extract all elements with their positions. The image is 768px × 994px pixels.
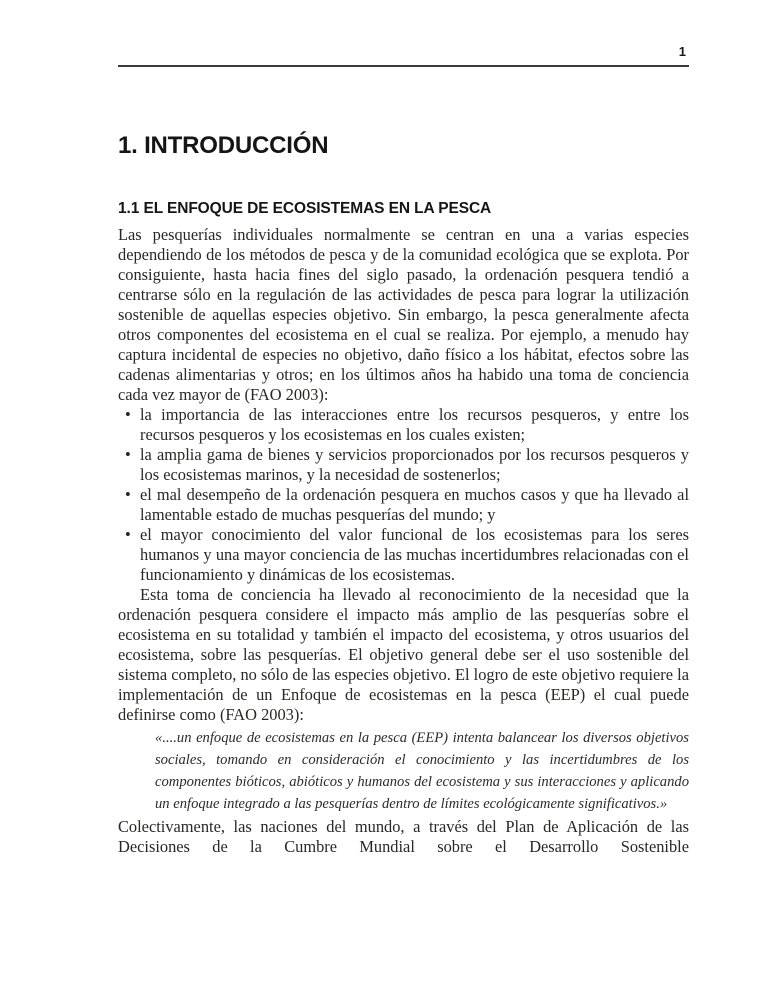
page-number: 1	[678, 44, 686, 59]
body-text-block	[118, 200, 689, 857]
paragraph-awareness: Esta toma de conciencia ha llevado al reconocimiento de la necesidad que la ordenación pesquera considere el impacto más amplio de las pesquerías sobre el ecosistema en su totalidad y también el impacto del ecosistema, y otros usuarios del ecosistema, sobre las pesquerías. El objetivo general debe ser el uso sostenible del sistema completo, no sólo de las especies objetivo. El logro de este objetivo requiere la implementación de un Enfoque de ecosistemas en la pesca (EEP) el cual puede definirse como (FAO 2003):	[118, 585, 689, 724]
chapter-title: 1. INTRODUCCIÓN	[118, 132, 329, 159]
list-item: • la amplia gama de bienes y servicios proporcionados por los recursos pesqueros y los ecosistemas marinos, y la necesidad de sostenerlos;	[118, 445, 689, 485]
bullet-list	[118, 405, 689, 585]
section-heading: 1.1 EL ENFOQUE DE ECOSISTEMAS EN LA PESCA	[118, 200, 492, 217]
paragraph-collective: Colectivamente, las naciones del mundo, a través del Plan de Aplicación de las Decisiones de la Cumbre Mundial sobre el Desarrollo Sostenible	[118, 817, 689, 856]
list-item: • la importancia de las interacciones entre los recursos pesqueros, y entre los recursos pesqueros y los ecosistemas en los cuales existen;	[118, 405, 689, 445]
list-item: • el mal desempeño de la ordenación pesquera en muchos casos y que ha llevado al lamentable estado de muchas pesquerías del mundo; y	[118, 485, 689, 525]
list-item: • el mayor conocimiento del valor funcional de los ecosistemas para los seres humanos y una mayor conciencia de las muchas incertidumbres relacionadas con el funcionamiento y dinámicas de los ecosistemas.	[118, 525, 689, 585]
header-rule	[118, 65, 689, 67]
paragraph-intro: Las pesquerías individuales normalmente se centran en una a varias especies dependiendo de los métodos de pesca y de la comunidad ecológica que se explota. Por consiguiente, hasta hacia fines del siglo pasado, la ordenación pesquera tendió a centrarse sólo en la regulación de las actividades de pesca para lograr la utilización sostenible de aquellas especies objetivo. Sin embargo, la pesca generalmente afecta otros componentes del ecosistema en el cual se realiza. Por ejemplo, a menudo hay captura incidental de especies no objetivo, daño físico a los hábitat, efectos sobre las cadenas alimentarias y otros; en los últimos años ha habido una toma de conciencia cada vez mayor de (FAO 2003):	[118, 225, 689, 404]
page-content	[118, 0, 689, 994]
quote-block: «....un enfoque de ecosistemas en la pesca (EEP) intenta balancear los diversos objetivos sociales, tomando en consideración el conocimiento y las incertidumbres de los componentes bióticos, abióticos y humanos del ecosistema y sus interacciones y aplicando un enfoque integrado a las pesquerías dentro de límites ecológicamente significativos.»	[155, 730, 689, 812]
